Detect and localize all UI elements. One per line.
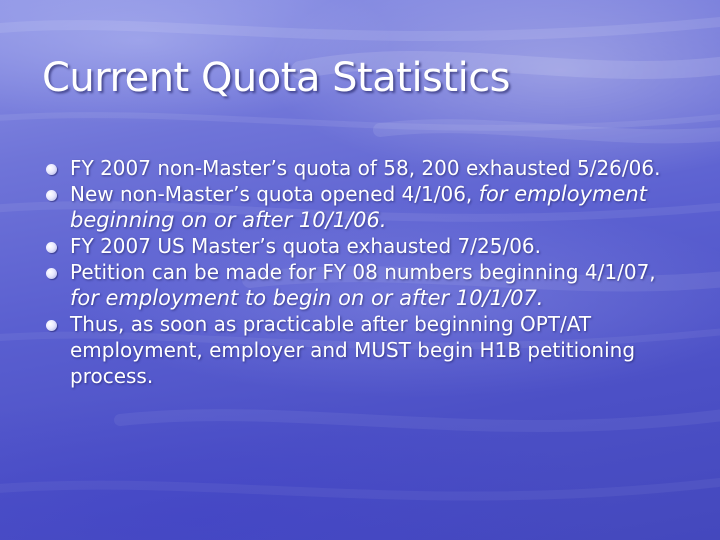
bullet-emphasis: for employment to begin on or after 10/1/07.	[70, 286, 544, 310]
bullet-text: FY 2007 non-Master’s quota of 58, 200 exhausted 5/26/06.	[70, 156, 661, 180]
bullet-icon	[46, 268, 57, 279]
bullet-item	[46, 181, 686, 233]
bullet-text: New non-Master’s quota opened 4/1/06,	[70, 182, 479, 206]
bullet-text: Petition can be made for FY 08 numbers beginning 4/1/07,	[70, 260, 656, 284]
bullet-text: FY 2007 US Master’s quota exhausted 7/25/06.	[70, 234, 541, 258]
bullet-item	[46, 155, 686, 181]
bullet-item	[46, 311, 686, 389]
bullet-text: Thus, as soon as practicable after beginning OPT/AT employment, employer and MUST begin H1B petitioning process.	[70, 312, 636, 388]
bullet-icon	[46, 190, 57, 201]
bullet-icon	[46, 320, 57, 331]
bullet-emphasis: for employment beginning on or after 10/1/06.	[70, 182, 647, 232]
bullet-icon	[46, 164, 57, 175]
slide-title: Current Quota Statistics	[42, 55, 511, 101]
bullet-item	[46, 233, 686, 259]
bullet-icon	[46, 242, 57, 253]
bullet-item	[46, 259, 686, 311]
bullet-list	[46, 155, 686, 389]
